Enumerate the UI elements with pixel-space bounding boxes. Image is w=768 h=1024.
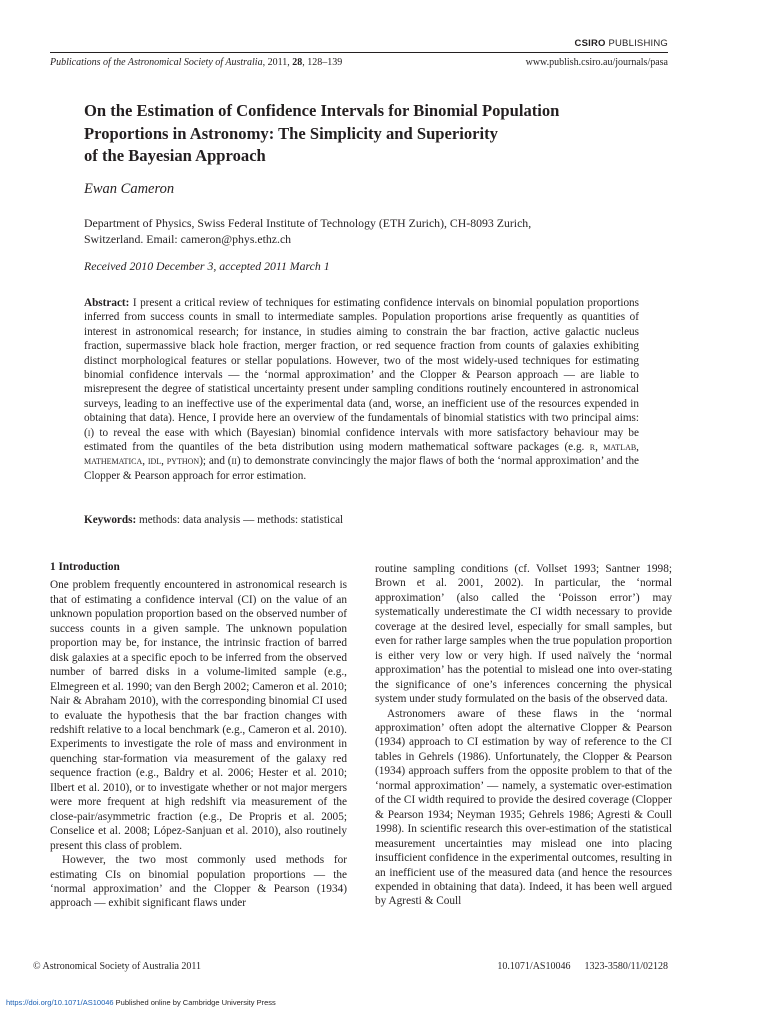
copyright: © Astronomical Society of Australia 2011 xyxy=(33,961,202,972)
abstract-label: Abstract: xyxy=(84,297,130,309)
affiliation: Department of Physics, Swiss Federal Institute of Technology (ETH Zurich), CH-8093 Zurich, Switzerland. Email: cameron@phys.ethz.ch xyxy=(84,216,532,246)
journal-citation: Publications of the Astronomical Society of Australia, 2011, 28, 128–139 xyxy=(50,57,343,68)
section-heading: 1 Introduction xyxy=(50,561,120,573)
paper-title: On the Estimation of Confidence Intervals for Binomial Population Proportions in Astronomy: The Simplicity and Superiority of the Bayesian Approach xyxy=(84,101,560,165)
paragraph: Astronomers aware of these flaws in the ‘normal approximation’ often adopt the alternative Clopper & Pearson (1934) approach to CI estimation by way of reference to the CI tables in Gehrels (1986). Unfortunately, the Clopper & Pearson (1934) approach suffers from the opposite problem to that of the ‘normal approximation’ — namely, a systematic over-estimation of the CI width required to provide the desired coverage (Clopper & Pearson 1934; Neyman 1935; Gehrels 1986; Agresti & Coull 1998). In scientific research this over-estimation of the statistical measurement uncertainties may mislead one into placing insufficient confidence in the experimental outcomes, resulting in an inefficient use of the measured data (and hence the resources expended in obtaining that data). Indeed, it has been well argued by Agresti & Coull xyxy=(375,707,672,908)
abstract: Abstract: I present a critical review of techniques for estimating confidence intervals on binomial population proportions inferred from success counts in small to intermediate samples. Population proportions arise frequently as quantities of interest in astronomical research; for instance, in studies aiming to constrain the bar fraction, active galactic nucleus fraction, supermassive black hole fraction, merger fraction, or red sequence fraction from counts of galaxies exhibiting distinct morphological features or stellar populations. However, two of the most widely-used techniques for estimating binomial confidence intervals — the ‘normal approximation’ and the Clopper & Pearson approach — are liable to misrepresent the degree of statistical uncertainty present under sampling conditions routinely encountered in astronomical surveys, leading to an ineffective use of the experimental data (and, worse, an inefficient use of the resources expended in obtaining that data). Hence, I provide here an overview of the fundamentals of binomial statistics with two principal aims: (i) to reveal the ease with which (Bayesian) binomial confidence intervals with more satisfactory behaviour may be estimated from the quantiles of the beta distribution using modern mathematical software packages (e.g. r, matlab, mathematica, idl, python); and (ii) to demonstrate convincingly the major flaws of both the ‘normal approximation’ and the Clopper & Pearson approach for error estimation. xyxy=(84,297,640,482)
paragraph: routine sampling conditions (cf. Vollset 1993; Santner 1998; Brown et al. 2001, 2002). In particular, the ‘normal approximation’ (also called the ‘Poisson error’) may systematically underestimate the CI width necessary to provide coverage at the desired level, especially for small samples, but even for rather large samples when the true population proportion is either very low or very high. If used naïvely the ‘normal approximation’ has the potential to mislead one into over-stating the significance of one’s inferences concerning the physical system under study formulated on the basis of the observed data. xyxy=(375,563,672,706)
paragraph: One problem frequently encountered in astronomical research is that of estimating a confidence interval (CI) on the value of an unknown population proportion based on the observed number of success counts in a given sample. The unknown population proportion may be, for instance, the intrinsic fraction of barred disk galaxies at a specific epoch to be inferred from the observed number of barred disks in a volume-limited sample (e.g., Elmegreen et al. 1990; van den Bergh 2002; Cameron et al. 2010; Nair & Abraham 2010), with the corresponding binomial CI used to evaluate the hypothesis that the bar fraction changes with redshift relative to a local benchmark (e.g., Cameron et al. 2010). Experiments to investigate the role of mass and environment in quenching star-formation via measurement of the galaxy red sequence fraction (e.g., Baldry et al. 2006; Hester et al. 2010; Ilbert et al. 2010), or to investigate whether or not major mergers were more frequent at high redshift via measurement of the close-pair/asymmetric fraction (e.g., De Propris et al. 2005; Conselice et al. 2008; López-Sanjuan et al. 2010), also routinely present this class of problem. xyxy=(50,579,347,852)
keywords: Keywords: methods: data analysis — methods: statistical xyxy=(84,514,344,526)
header-rule xyxy=(50,52,668,53)
received-date: Received 2010 December 3, accepted 2011 March 1 xyxy=(84,259,330,273)
body-column-right xyxy=(375,562,672,909)
journal-url[interactable]: www.publish.csiro.au/journals/pasa xyxy=(525,57,668,68)
paragraph: However, the two most commonly used methods for estimating CIs on binomial population proportions — the ‘normal approximation’ and the Clopper & Pearson (1934) approach — exhibit significant flaws under xyxy=(50,854,347,910)
publisher-logo: CSIRO PUBLISHING xyxy=(574,38,668,49)
doi-bar: https://doi.org/10.1071/AS10046 Published online by Cambridge University Press xyxy=(6,998,276,1007)
keywords-label: Keywords: xyxy=(84,514,137,526)
doi-link[interactable]: https://doi.org/10.1071/AS10046 xyxy=(6,998,114,1007)
body-column-left xyxy=(50,560,347,911)
author-name: Ewan Cameron xyxy=(84,181,175,197)
doi-issn: 10.1071/AS10046 1323-3580/11/02128 xyxy=(497,961,668,972)
